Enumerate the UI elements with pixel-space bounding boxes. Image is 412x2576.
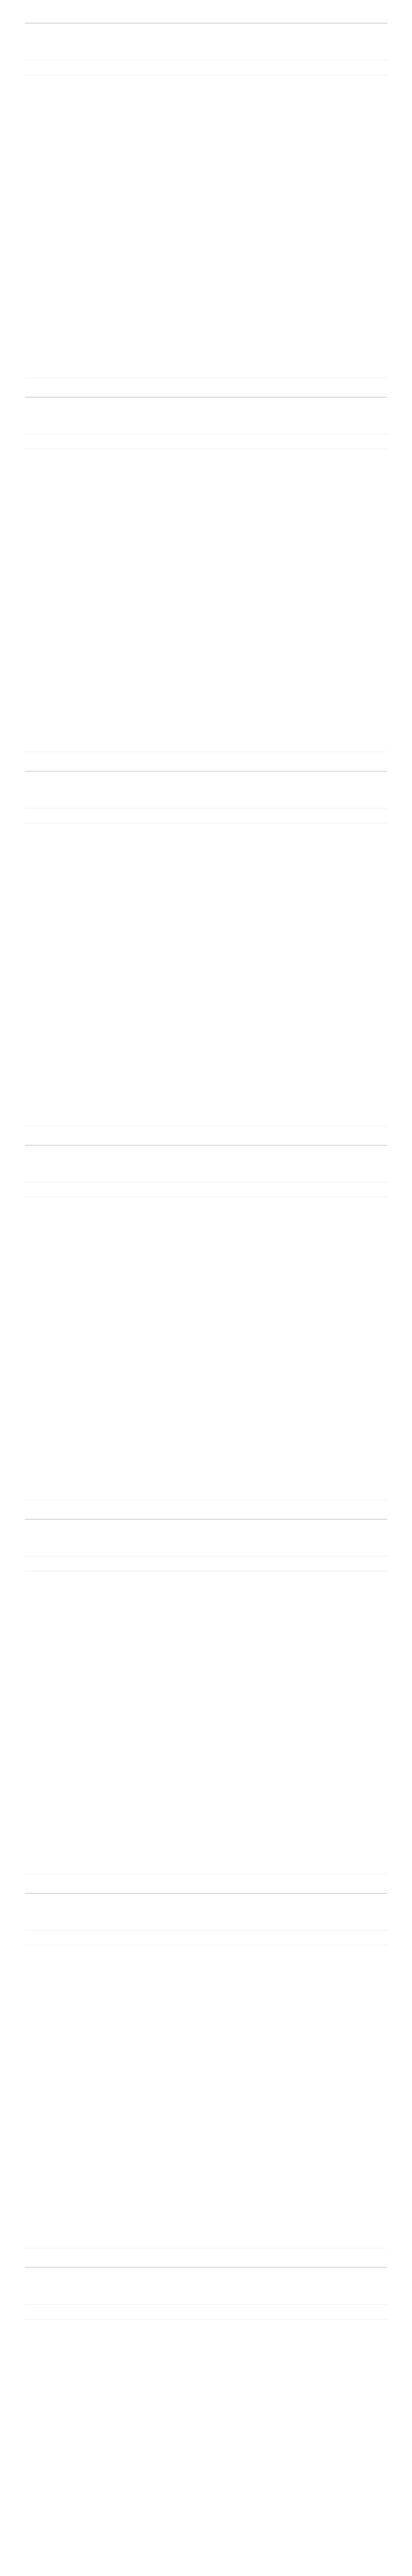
- lesson-divider: [25, 1519, 387, 1520]
- lesson-number: [25, 1874, 387, 1888]
- disciplinary-basis-label: [25, 1942, 387, 1945]
- core-meaning-label: [25, 2301, 387, 2304]
- lesson-block: [25, 1126, 387, 1500]
- lesson-header: [25, 378, 387, 413]
- lesson-number: [25, 4, 387, 18]
- disciplinary-basis-label: [25, 1568, 387, 1571]
- core-meaning-label: [25, 1927, 387, 1930]
- core-meaning-label: [25, 1179, 387, 1182]
- lesson-block: [25, 752, 387, 1126]
- lesson-divider: [25, 1893, 387, 1894]
- lesson-divider: [25, 397, 387, 398]
- lesson-header: [25, 2248, 387, 2283]
- lesson-header: [25, 1126, 387, 1161]
- disciplinary-basis-label: [25, 446, 387, 449]
- core-meaning-label: [25, 805, 387, 808]
- core-meaning-label: [25, 431, 387, 434]
- lesson-header: [25, 752, 387, 787]
- lesson-block: [25, 4, 387, 378]
- disciplinary-basis-label: [25, 2316, 387, 2319]
- lesson-divider: [25, 2267, 387, 2268]
- lesson-number: [25, 378, 387, 392]
- core-meaning-label: [25, 57, 387, 60]
- lesson-header: [25, 4, 387, 39]
- disciplinary-basis-label: [25, 820, 387, 823]
- core-meaning-label: [25, 1553, 387, 1556]
- lesson-block: [25, 378, 387, 752]
- disciplinary-basis-label: [25, 1194, 387, 1197]
- lesson-number: [25, 1500, 387, 1514]
- lesson-block: [25, 2248, 387, 2576]
- lesson-divider: [25, 771, 387, 772]
- lesson-header: [25, 1500, 387, 1535]
- lesson-divider: [25, 1145, 387, 1146]
- lesson-header: [25, 1874, 387, 1909]
- lesson-number: [25, 752, 387, 766]
- lesson-number: [25, 1126, 387, 1140]
- lesson-number: [25, 2248, 387, 2262]
- lesson-block: [25, 1500, 387, 1874]
- lesson-divider: [25, 23, 387, 24]
- lesson-block: [25, 1874, 387, 2248]
- disciplinary-basis-label: [25, 72, 387, 75]
